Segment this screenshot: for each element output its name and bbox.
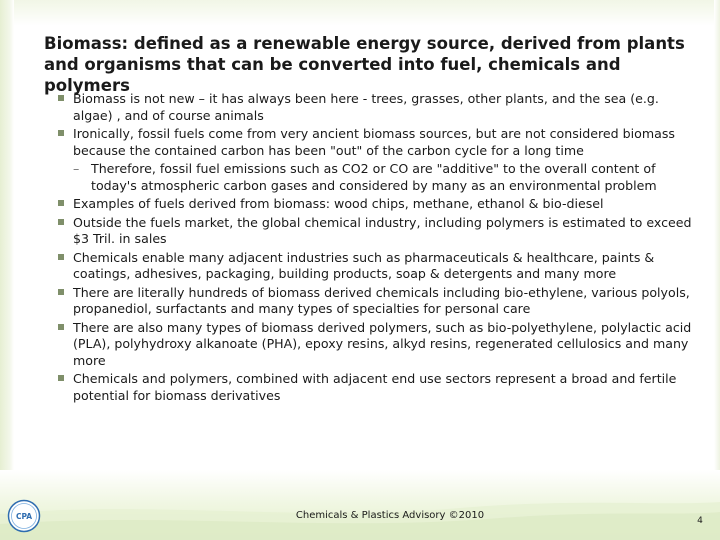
bullet-item [58,250,698,283]
square-bullet-icon [58,130,64,136]
bullet-text: Examples of fuels derived from biomass: wood chips, methane, ethanol & bio-diesel [73,196,604,211]
sub-bullet-text: Therefore, fossil fuel emissions such as CO2 or CO are "additive" to the overall content of today's atmospheric carbon gases and considered by many as an environmental problem [91,161,657,193]
bullet-text: There are also many types of biomass derived polymers, such as bio-polyethylene, polylactic acid (PLA), polyhydroxy alkanoate (PHA), epoxy resins, alkyd resins, regenerated cellulosics and many more [73,319,692,368]
bullet-list [58,91,698,406]
bullet-text: Ironically, fossil fuels come from very ancient biomass sources, but are not considered biomass because the contained carbon has been "out" of the carbon cycle for a long time [73,126,675,158]
square-bullet-icon [58,254,64,260]
bullet-item [58,91,698,124]
bullet-item [58,371,698,404]
dash-bullet-icon: – [73,161,80,176]
bullet-item [58,215,698,248]
bullet-item [58,320,698,370]
left-frame [0,0,14,540]
sub-bullet-item [73,161,698,194]
square-bullet-icon [58,200,64,206]
right-edge [714,0,720,540]
top-frame [0,0,720,26]
bullet-text: Chemicals and polymers, combined with adjacent end use sectors represent a broad and fertile potential for biomass derivatives [73,371,677,403]
square-bullet-icon [58,375,64,381]
square-bullet-icon [58,219,64,225]
footer-text: Chemicals & Plastics Advisory ©2010 [295,510,485,521]
bullet-text: Outside the fuels market, the global chemical industry, including polymers is estimated to exceed $3 Tril. in sales [73,214,692,246]
bullet-item [58,285,698,318]
cpa-logo [7,499,41,533]
bullet-text: Biomass is not new – it has always been here - trees, grasses, other plants, and the sea (e.g. algae) , and of course animals [73,91,659,123]
bullet-item [58,196,698,213]
slide-title: Biomass: defined as a renewable energy source, derived from plants and organisms that can be converted into fuel, chemicals and polymers [44,34,685,95]
bullet-text: Chemicals enable many adjacent industries such as pharmaceuticals & healthcare, paints & coatings, adhesives, packaging, building products, soap & detergents and many more [73,249,655,281]
bullet-item [58,126,698,159]
square-bullet-icon [58,324,64,330]
square-bullet-icon [58,289,64,295]
square-bullet-icon [58,95,64,101]
page-number: 4 [697,516,703,526]
logo-text: CPA [15,512,33,521]
bullet-text: There are literally hundreds of biomass derived chemicals including bio-ethylene, various polyols, propanediol, surfactants and many types of specialties for personal care [73,284,690,316]
